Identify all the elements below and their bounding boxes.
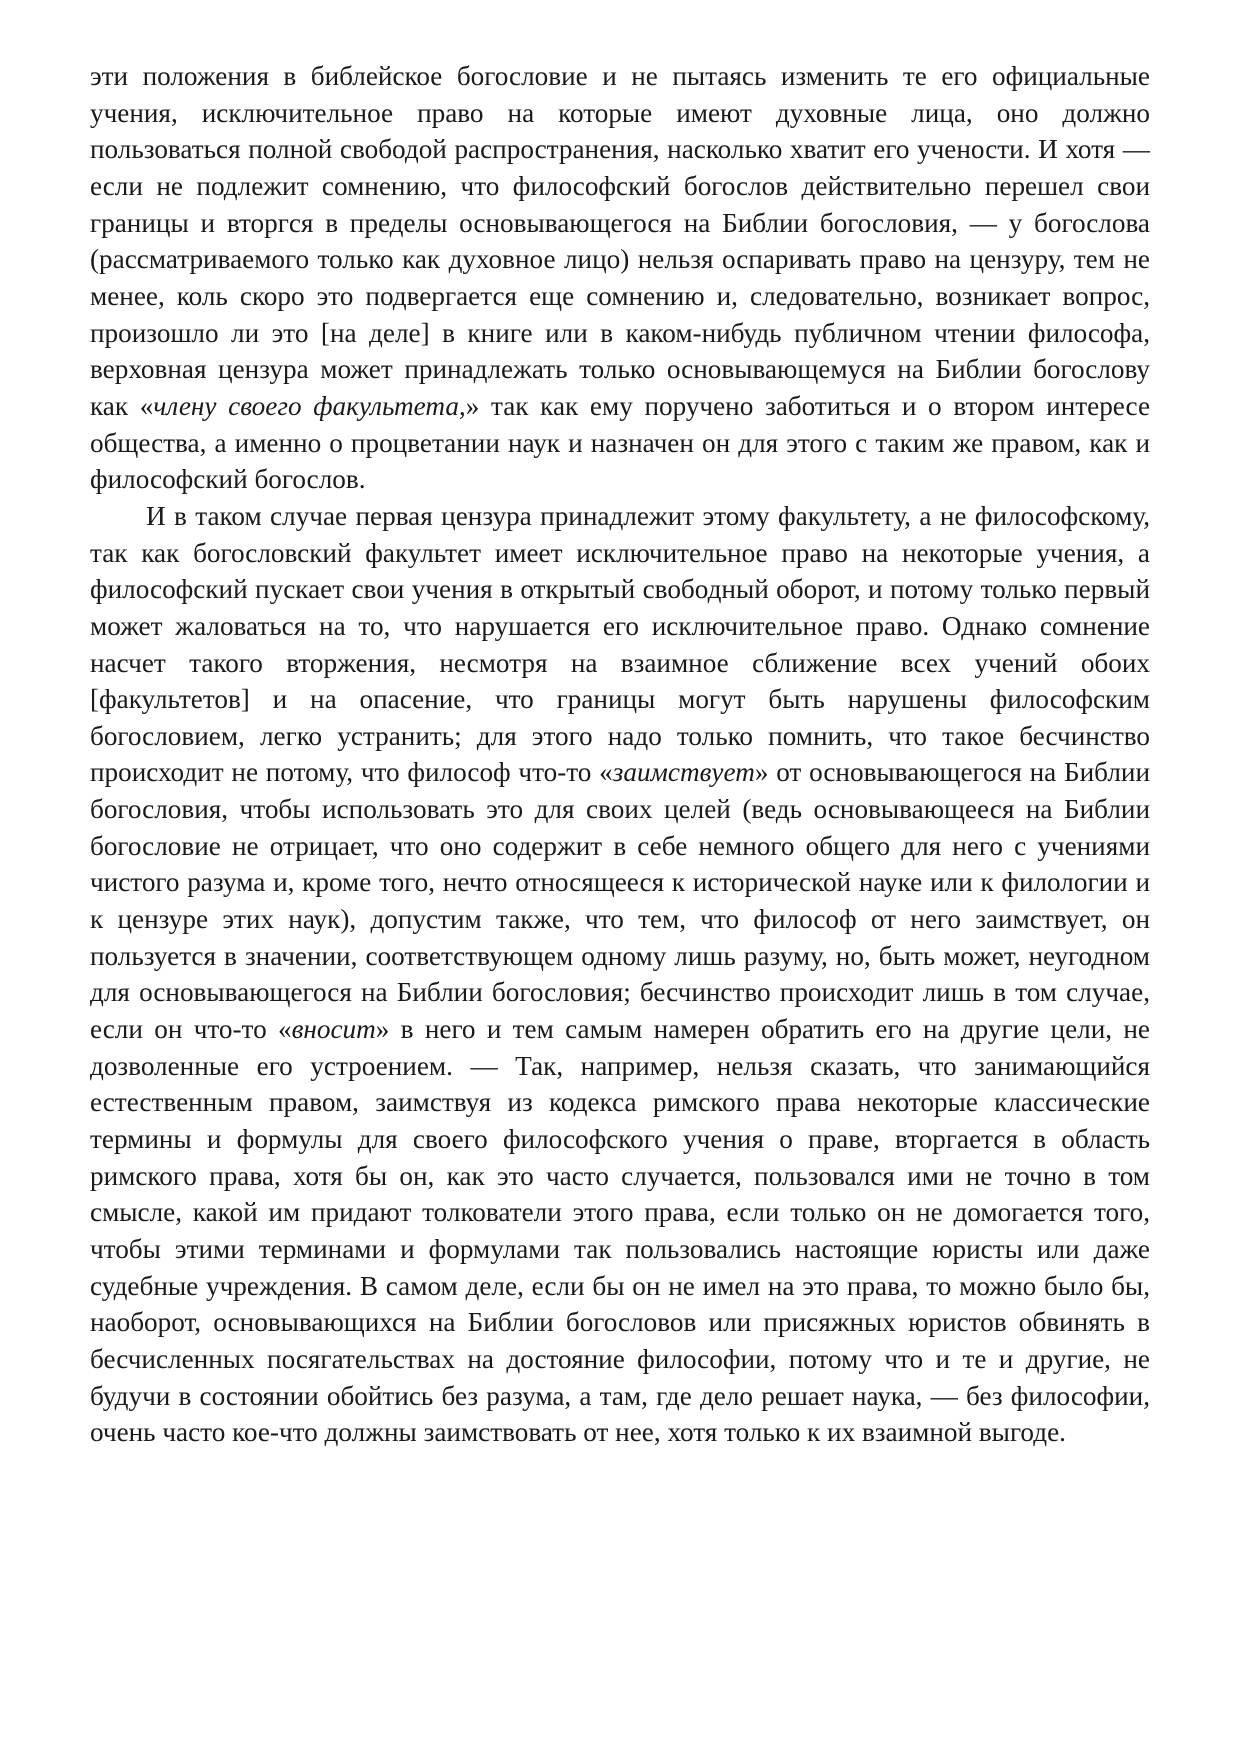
- text-segment: И в таком случае первая цензура принадлежит этому факультету, а не философскому, так как богословский факультет имеет исключительное право на некоторые учения, а философский пускает свои учения в открытый свободный оборот, и потому только первый может жаловаться на то, что нарушается его исключительное право. Однако сомнение насчет такого вторжения, несмотря на взаимное сближение всех учений обоих [факультетов] и на опасение, что границы могут быть нарушены философским богословием, легко устранить; для этого надо только помнить, что такое бесчинство происходит не потому, что философ что-то «: [90, 500, 1150, 788]
- italic-segment: вносит: [291, 1014, 376, 1045]
- text-segment: эти положения в библейское богословие и не пытаясь изменить те его официальные учения, исключительное право на которые имеют духовные лица, оно должно пользоваться полной свободой распространения, насколько хватит его учености. И хотя — если не подлежит сомнению, что философский богослов действительно перешел свои границы и вторгся в пределы основывающегося на Библии богословия, — у богослова (рассматриваемого только как духовное лицо) нельзя оспаривать право на цензуру, тем не менее, коль скоро это подвергается еще сомнению и, следовательно, возникает вопрос, произошло ли это [на деле] в книге или в каком-нибудь публичном чтении философа, верховная цензура может принадлежать только основывающемуся на Библии богослову как «: [90, 61, 1150, 421]
- italic-segment: заимствует: [612, 757, 755, 788]
- text-segment: » так как ему поручено заботиться и о втором интересе общества, а именно о процветании наук и назначен он для этого с таким же правом, как и философский богослов.: [90, 390, 1151, 495]
- italic-segment: члену своего факультета,: [153, 390, 466, 421]
- document-page: [90, 58, 1150, 1451]
- paragraph-1: [90, 58, 1150, 498]
- text-segment: » в него и тем самым намерен обратить его на другие цели, не дозволенные его устроением. — Так, например, нельзя сказать, что занимающийся естественным правом, заимствуя из кодекса римского права некоторые классические термины и формулы для своего философского учения о праве, вторгается в область римского права, хотя бы он, как это часто случается, пользовался ими не точно в том смысле, какой им придают толкователи этого права, если только он не домогается того, чтобы этими терминами и формулами так пользовались настоящие юристы или даже судебные учреждения. В самом деле, если бы он не имел на это права, то можно было бы, наоборот, основывающихся на Библии богословов или присяжных юристов обвинять в бесчисленных посягательствах на достояние философии, потому что и те и другие, не будучи в состоянии обойтись без разума, а там, где дело решает наука, — без философии, очень часто кое-что должны заимствовать от нее, хотя только к их взаимной выгоде.: [90, 1014, 1150, 1448]
- paragraph-2: [90, 498, 1150, 1451]
- text-segment: » от основывающегося на Библии богословия, чтобы использовать это для своих целей (ведь основывающееся на Библии богословие не отрицает, что оно содержит в себе немного общего для него с учениями чистого разума и, кроме того, нечто относящееся к исторической науке или к филологии и к цензуре этих наук), допустим также, что тем, что философ от него заимствует, он пользуется в значении, соответствующем одному лишь разуму, но, быть может, неугодном для основывающегося на Библии богословия; бесчинство происходит лишь в том случае, если он что-то «: [90, 757, 1150, 1045]
